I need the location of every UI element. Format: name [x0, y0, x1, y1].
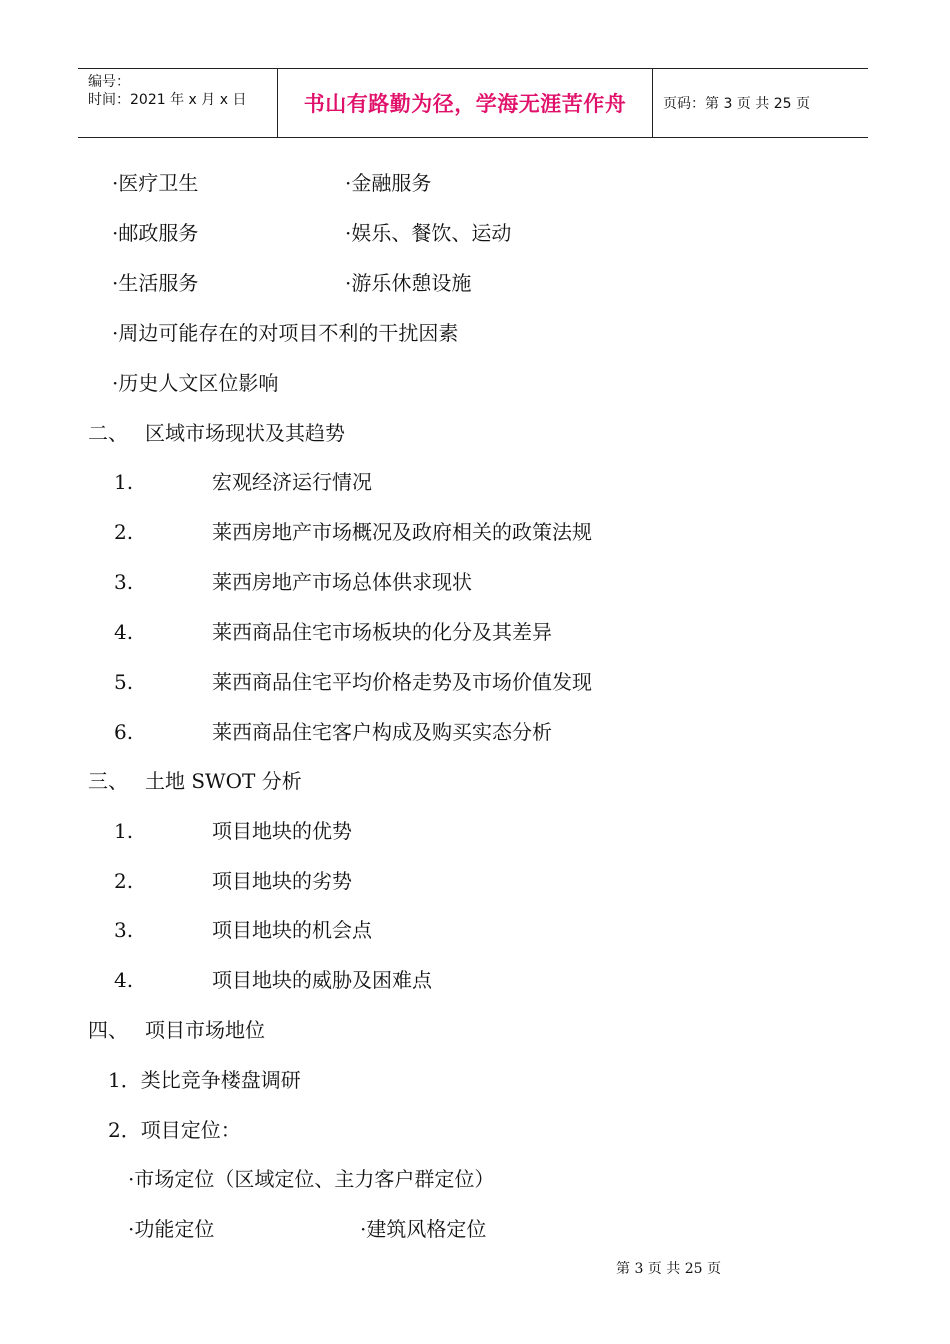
sec3-item-3-num: 3.	[114, 918, 134, 942]
sec2-item-6-num: 6.	[114, 720, 134, 744]
section-4-number: 四、	[88, 1018, 128, 1042]
sec2-item-5-num: 5.	[114, 670, 134, 694]
sec4-item-1: 1．类比竞争楼盘调研	[108, 1068, 301, 1092]
sub-architecture-style: ·建筑风格定位	[360, 1217, 487, 1241]
sec2-item-4-text: 莱西商品住宅市场板块的化分及其差异	[212, 620, 552, 644]
sec2-item-6-text: 莱西商品住宅客户构成及购买实态分析	[212, 720, 552, 744]
sec3-item-4-text: 项目地块的威胁及困难点	[212, 968, 432, 992]
sec2-item-3-num: 3.	[114, 570, 134, 594]
page-footer: 第 3 页 共 25 页	[616, 1261, 721, 1277]
item-leisure: ·游乐休憩设施	[345, 271, 472, 295]
sec2-item-2-text: 莱西房地产市场概况及政府相关的政策法规	[212, 520, 592, 544]
sec3-item-4-num: 4.	[114, 968, 134, 992]
sec2-item-5-text: 莱西商品住宅平均价格走势及市场价值发现	[212, 670, 592, 694]
item-history: ·历史人文区位影响	[112, 371, 279, 395]
sec2-item-2-num: 2.	[114, 520, 134, 544]
sub-function-positioning: ·功能定位	[128, 1217, 215, 1241]
header-page-label: 页码：第 3 页 共 25 页	[663, 96, 810, 112]
page-header	[78, 68, 868, 138]
section-4-title: 项目市场地位	[145, 1018, 265, 1042]
section-2-title: 区域市场现状及其趋势	[145, 421, 345, 445]
item-entertainment: ·娱乐、餐饮、运动	[345, 221, 512, 245]
sec2-item-3-text: 莱西房地产市场总体供求现状	[212, 570, 472, 594]
sec3-item-3-text: 项目地块的机会点	[212, 918, 372, 942]
sec2-item-1-num: 1.	[114, 470, 134, 494]
item-medical: ·医疗卫生	[112, 171, 199, 195]
doc-number-label: 编号：	[88, 74, 130, 90]
sec3-item-2-text: 项目地块的劣势	[212, 869, 352, 893]
item-finance: ·金融服务	[345, 171, 432, 195]
sec3-item-2-num: 2.	[114, 869, 134, 893]
sec2-item-1-text: 宏观经济运行情况	[212, 470, 372, 494]
section-3-title: 土地 SWOT 分析	[145, 769, 302, 793]
sec4-item-2: 2．项目定位：	[108, 1118, 241, 1142]
item-postal: ·邮政服务	[112, 221, 199, 245]
section-3-number: 三、	[88, 769, 128, 793]
doc-time-label: 时间：2021 年 x 月 x 日	[88, 92, 247, 108]
header-motto: 书山有路勤为径，学海无涯苦作舟	[278, 69, 653, 137]
sub-market-positioning: ·市场定位（区域定位、主力客户群定位）	[128, 1167, 495, 1191]
section-2-number: 二、	[88, 421, 128, 445]
header-meta	[78, 69, 278, 137]
item-interference: ·周边可能存在的对项目不利的干扰因素	[112, 321, 459, 345]
sec3-item-1-text: 项目地块的优势	[212, 819, 352, 843]
sec2-item-4-num: 4.	[114, 620, 134, 644]
item-living: ·生活服务	[112, 271, 199, 295]
sec3-item-1-num: 1.	[114, 819, 134, 843]
